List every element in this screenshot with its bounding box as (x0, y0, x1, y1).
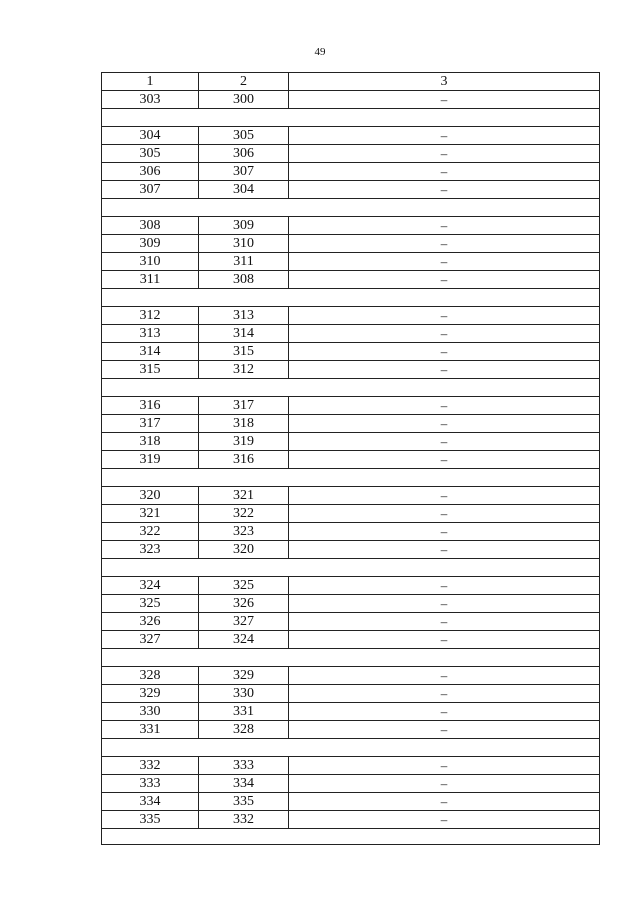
table-cell-col-1: 327 (102, 631, 199, 649)
table-cell-col-3: – (289, 145, 600, 163)
table-cell-col-3: – (289, 595, 600, 613)
table-cell-col-1: 331 (102, 721, 199, 739)
group-separator-row (102, 199, 600, 217)
table-row (102, 757, 600, 775)
table-cell-col-1: 311 (102, 271, 199, 289)
table-cell-col-3: – (289, 613, 600, 631)
table-cell-col-1: 324 (102, 577, 199, 595)
table-row (102, 577, 600, 595)
group-separator-row (102, 109, 600, 127)
table-cell-col-2: 316 (199, 451, 289, 469)
table-cell-col-3: – (289, 163, 600, 181)
table-row (102, 451, 600, 469)
table-cell-col-2: 310 (199, 235, 289, 253)
table-row (102, 721, 600, 739)
table-row (102, 163, 600, 181)
table-cell-col-1: 308 (102, 217, 199, 235)
table-cell-col-3: – (289, 253, 600, 271)
table-cell-col-1: 303 (102, 91, 199, 109)
table-cell-col-2: 312 (199, 361, 289, 379)
table-cell-col-2: 315 (199, 343, 289, 361)
table-row (102, 271, 600, 289)
table-cell-col-1: 316 (102, 397, 199, 415)
table-row (102, 253, 600, 271)
group-separator-cell (102, 829, 600, 845)
group-separator-row (102, 469, 600, 487)
table-cell-col-1: 309 (102, 235, 199, 253)
table-cell-col-3: – (289, 577, 600, 595)
table-row (102, 397, 600, 415)
table-row (102, 325, 600, 343)
table-cell-col-3: – (289, 721, 600, 739)
table-cell-col-1: 332 (102, 757, 199, 775)
table-cell-col-2: 330 (199, 685, 289, 703)
table-row (102, 505, 600, 523)
table-row (102, 811, 600, 829)
table-cell-col-2: 327 (199, 613, 289, 631)
table-cell-col-3: – (289, 487, 600, 505)
table-cell-col-3: – (289, 343, 600, 361)
table-cell-col-3: – (289, 433, 600, 451)
table-cell-col-1: 319 (102, 451, 199, 469)
table-cell-col-1: 325 (102, 595, 199, 613)
table-cell-col-3: – (289, 235, 600, 253)
table-cell-col-3: – (289, 793, 600, 811)
group-separator-cell (102, 739, 600, 757)
table-cell-col-3: – (289, 127, 600, 145)
table-cell-col-3: – (289, 775, 600, 793)
table-row (102, 523, 600, 541)
table-cell-col-2: 320 (199, 541, 289, 559)
table-cell-col-2: 313 (199, 307, 289, 325)
table-row (102, 127, 600, 145)
table-cell-col-3: – (289, 217, 600, 235)
table-cell-col-1: 334 (102, 793, 199, 811)
table-cell-col-2: 326 (199, 595, 289, 613)
table-cell-col-3: – (289, 631, 600, 649)
table-row (102, 361, 600, 379)
data-table (101, 72, 600, 845)
group-separator-cell (102, 649, 600, 667)
header-cell-2: 2 (199, 73, 289, 91)
table-cell-col-2: 317 (199, 397, 289, 415)
table-row (102, 415, 600, 433)
table-cell-col-2: 323 (199, 523, 289, 541)
table-cell-col-1: 326 (102, 613, 199, 631)
table-cell-col-1: 322 (102, 523, 199, 541)
table-cell-col-1: 307 (102, 181, 199, 199)
table-cell-col-3: – (289, 541, 600, 559)
table-row (102, 595, 600, 613)
table-cell-col-2: 306 (199, 145, 289, 163)
table-row (102, 487, 600, 505)
group-separator-cell (102, 109, 600, 127)
header-cell-1: 1 (102, 73, 199, 91)
header-row (102, 73, 600, 91)
table-cell-col-3: – (289, 415, 600, 433)
group-separator-row (102, 289, 600, 307)
table-row (102, 613, 600, 631)
table-cell-col-2: 318 (199, 415, 289, 433)
table-cell-col-2: 309 (199, 217, 289, 235)
table-cell-col-3: – (289, 757, 600, 775)
table-cell-col-2: 332 (199, 811, 289, 829)
group-separator-cell (102, 379, 600, 397)
group-separator-row (102, 829, 600, 845)
table-cell-col-2: 331 (199, 703, 289, 721)
table-cell-col-1: 321 (102, 505, 199, 523)
table-cell-col-1: 333 (102, 775, 199, 793)
table-cell-col-2: 322 (199, 505, 289, 523)
group-separator-cell (102, 289, 600, 307)
table-cell-col-3: – (289, 523, 600, 541)
table-row (102, 433, 600, 451)
table-row (102, 235, 600, 253)
table-cell-col-1: 323 (102, 541, 199, 559)
group-separator-row (102, 559, 600, 577)
group-separator-cell (102, 199, 600, 217)
table-cell-col-1: 335 (102, 811, 199, 829)
group-separator-row (102, 649, 600, 667)
table-body (102, 73, 600, 845)
table-cell-col-2: 321 (199, 487, 289, 505)
table-cell-col-2: 329 (199, 667, 289, 685)
table-cell-col-3: – (289, 271, 600, 289)
table-row (102, 667, 600, 685)
table-cell-col-2: 304 (199, 181, 289, 199)
table-cell-col-1: 315 (102, 361, 199, 379)
table-cell-col-2: 307 (199, 163, 289, 181)
table-row (102, 703, 600, 721)
table-cell-col-1: 328 (102, 667, 199, 685)
table-cell-col-1: 313 (102, 325, 199, 343)
table-row (102, 181, 600, 199)
table-cell-col-2: 328 (199, 721, 289, 739)
table-row (102, 145, 600, 163)
table-cell-col-3: – (289, 181, 600, 199)
table-cell-col-2: 333 (199, 757, 289, 775)
table-row (102, 343, 600, 361)
table-cell-col-1: 329 (102, 685, 199, 703)
table-cell-col-2: 300 (199, 91, 289, 109)
table-cell-col-1: 305 (102, 145, 199, 163)
header-cell-3: 3 (289, 73, 600, 91)
table-row (102, 91, 600, 109)
table-cell-col-3: – (289, 811, 600, 829)
table-cell-col-1: 306 (102, 163, 199, 181)
table-cell-col-1: 314 (102, 343, 199, 361)
table-row (102, 685, 600, 703)
table-cell-col-3: – (289, 307, 600, 325)
group-separator-cell (102, 559, 600, 577)
table-cell-col-1: 312 (102, 307, 199, 325)
table-cell-col-3: – (289, 703, 600, 721)
table-cell-col-3: – (289, 325, 600, 343)
group-separator-cell (102, 469, 600, 487)
table-cell-col-3: – (289, 451, 600, 469)
table-cell-col-2: 335 (199, 793, 289, 811)
table-cell-col-3: – (289, 667, 600, 685)
group-separator-row (102, 379, 600, 397)
table-row (102, 307, 600, 325)
table-cell-col-2: 319 (199, 433, 289, 451)
table-cell-col-2: 305 (199, 127, 289, 145)
table-cell-col-1: 318 (102, 433, 199, 451)
table-cell-col-2: 311 (199, 253, 289, 271)
table-cell-col-3: – (289, 361, 600, 379)
table-cell-col-1: 304 (102, 127, 199, 145)
table-cell-col-2: 314 (199, 325, 289, 343)
table-cell-col-2: 324 (199, 631, 289, 649)
table-cell-col-1: 320 (102, 487, 199, 505)
table-cell-col-2: 308 (199, 271, 289, 289)
table-row (102, 631, 600, 649)
table-cell-col-1: 317 (102, 415, 199, 433)
table-row (102, 541, 600, 559)
table-cell-col-3: – (289, 685, 600, 703)
table-cell-col-3: – (289, 505, 600, 523)
table-row (102, 793, 600, 811)
table-cell-col-3: – (289, 91, 600, 109)
table-cell-col-2: 325 (199, 577, 289, 595)
table-cell-col-1: 330 (102, 703, 199, 721)
table-cell-col-3: – (289, 397, 600, 415)
table-cell-col-2: 334 (199, 775, 289, 793)
group-separator-row (102, 739, 600, 757)
table-cell-col-1: 310 (102, 253, 199, 271)
table-row (102, 775, 600, 793)
table-row (102, 217, 600, 235)
page-number: 49 (314, 46, 326, 58)
